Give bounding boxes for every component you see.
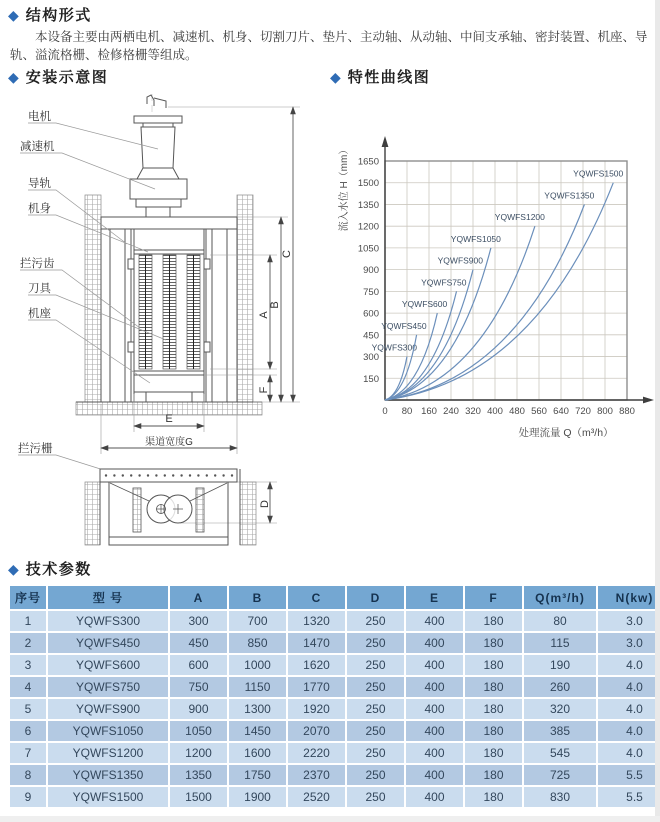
table-cell: 400: [406, 765, 463, 785]
table-cell: 250: [347, 743, 404, 763]
column-header: 型 号: [48, 586, 168, 609]
table-cell: 250: [347, 787, 404, 807]
table-cell: 400: [406, 721, 463, 741]
diamond-icon: ◆: [8, 6, 19, 23]
table-cell: 180: [465, 633, 522, 653]
table-cell: 600: [170, 655, 227, 675]
table-cell: 80: [524, 611, 596, 631]
curve-label: YQWFS450: [381, 320, 427, 331]
label-base: 机座: [28, 308, 51, 320]
x-tick-label: 640: [553, 406, 569, 417]
diamond-icon: ◆: [330, 68, 341, 85]
x-tick-label: 560: [531, 406, 547, 417]
table-cell: 385: [524, 721, 596, 741]
diamond-icon: ◆: [8, 560, 19, 577]
label-motor: 电机: [28, 111, 51, 123]
table-row: [10, 765, 660, 785]
x-tick-label: 720: [575, 406, 591, 417]
column-header: C: [288, 586, 345, 609]
x-tick-label: 880: [619, 406, 635, 417]
x-tick-label: 400: [487, 406, 503, 417]
table-cell: 250: [347, 655, 404, 675]
table-cell: 750: [170, 677, 227, 697]
dim-b: B: [269, 301, 281, 309]
table-cell: 2370: [288, 765, 345, 785]
table-cell: YQWFS450: [48, 633, 168, 653]
section-header-params: [8, 558, 92, 579]
section-header-install: [8, 66, 108, 87]
table-row: [10, 787, 660, 807]
table-cell: 1900: [229, 787, 286, 807]
label-reducer: 减速机: [20, 141, 55, 153]
table-cell: 400: [406, 743, 463, 763]
label-guide-rail: 导轨: [28, 178, 51, 190]
section-view: [85, 469, 256, 545]
install-diagram: [0, 92, 332, 554]
y-axis-title: 流入水位 H（mm）: [339, 144, 350, 232]
table-cell: 2: [10, 633, 46, 653]
x-tick-label: 0: [382, 406, 388, 417]
section-header-curves: [330, 66, 430, 87]
y-tick-label: 1050: [357, 243, 379, 255]
reducer-drawing: [130, 179, 187, 217]
table-cell: 1150: [229, 677, 286, 697]
curve-label: YQWFS900: [437, 255, 483, 266]
y-tick-label: 450: [363, 330, 379, 342]
column-header: E: [406, 586, 463, 609]
table-cell: 5.5: [598, 787, 660, 807]
header-row: [10, 586, 660, 609]
table-cell: 250: [347, 611, 404, 631]
table-cell: 1050: [170, 721, 227, 741]
section-title-curves: 特性曲线图: [347, 69, 431, 86]
table-cell: 180: [465, 655, 522, 675]
table-cell: 250: [347, 633, 404, 653]
dim-c: C: [281, 250, 293, 258]
dim-d: D: [259, 500, 271, 508]
part-labels: [18, 109, 55, 455]
curve-label: YQWFS1350: [544, 190, 595, 201]
params-table-body: [10, 611, 660, 807]
table-cell: YQWFS1350: [48, 765, 168, 785]
table-cell: 4.0: [598, 699, 660, 719]
table-cell: 250: [347, 765, 404, 785]
curve-label: YQWFS750: [421, 277, 467, 288]
x-axis-title: 处理流量 Q（m³/h）: [518, 427, 614, 439]
table-cell: 400: [406, 611, 463, 631]
x-tick-label: 240: [443, 406, 459, 417]
column-header: N(kw): [598, 586, 660, 609]
table-cell: 180: [465, 677, 522, 697]
table-cell: 250: [347, 721, 404, 741]
table-cell: YQWFS300: [48, 611, 168, 631]
table-cell: 3.0: [598, 611, 660, 631]
table-cell: 1770: [288, 677, 345, 697]
column-header: Q(m³/h): [524, 586, 596, 609]
label-trash-teeth: 拦污齿: [20, 258, 55, 270]
table-cell: 830: [524, 787, 596, 807]
table-cell: 1350: [170, 765, 227, 785]
y-tick-label: 1650: [357, 156, 379, 168]
y-tick-label: 600: [363, 308, 379, 320]
section-title-structure: 结构形式: [25, 7, 92, 24]
column-header: F: [465, 586, 522, 609]
table-cell: 8: [10, 765, 46, 785]
table-cell: 180: [465, 787, 522, 807]
table-cell: 900: [170, 699, 227, 719]
y-axis-arrow-icon: [382, 136, 389, 147]
structure-description: 本设备主要由两栖电机、减速机、机身、切割刀片、垫片、主动轴、从动轴、中间支承轴、密封装置、机座、导轨、溢流格栅、检修格栅等组成。: [10, 30, 648, 63]
table-cell: 4.0: [598, 721, 660, 741]
curve-label: YQWFS1050: [450, 233, 501, 244]
table-cell: 320: [524, 699, 596, 719]
table-cell: YQWFS600: [48, 655, 168, 675]
table-row: [10, 677, 660, 697]
table-cell: 700: [229, 611, 286, 631]
table-cell: 4.0: [598, 743, 660, 763]
column-header: D: [347, 586, 404, 609]
table-row: [10, 611, 660, 631]
y-tick-label: 150: [363, 373, 379, 385]
table-cell: 400: [406, 677, 463, 697]
dim-a: A: [258, 311, 270, 319]
table-cell: YQWFS900: [48, 699, 168, 719]
table-cell: 180: [465, 699, 522, 719]
table-row: [10, 699, 660, 719]
params-table: [8, 584, 660, 809]
section-title-install: 安装示意图: [25, 69, 109, 86]
table-cell: 400: [406, 787, 463, 807]
column-header: A: [170, 586, 227, 609]
table-cell: 2520: [288, 787, 345, 807]
x-tick-label: 320: [465, 406, 481, 417]
table-cell: 9: [10, 787, 46, 807]
table-cell: 180: [465, 743, 522, 763]
curve-label: YQWFS600: [401, 299, 448, 310]
x-tick-label: 800: [597, 406, 613, 417]
table-cell: 190: [524, 655, 596, 675]
y-tick-label: 750: [363, 286, 379, 298]
table-cell: YQWFS1500: [48, 787, 168, 807]
table-cell: YQWFS1050: [48, 721, 168, 741]
label-trash-rack: 拦污栅: [18, 443, 53, 455]
table-cell: 1300: [229, 699, 286, 719]
table-cell: 450: [170, 633, 227, 653]
curve-label: YQWFS1200: [494, 212, 545, 223]
x-tick-label: 160: [421, 406, 437, 417]
table-cell: 400: [406, 633, 463, 653]
dim-g-channel-width: 渠道宽度G: [145, 437, 193, 448]
table-cell: 400: [406, 655, 463, 675]
curve-label: YQWFS300: [371, 342, 417, 353]
table-cell: 1450: [229, 721, 286, 741]
table-cell: 1200: [170, 743, 227, 763]
table-cell: 2070: [288, 721, 345, 741]
y-tick-label: 300: [363, 352, 379, 364]
y-tick-label: 1350: [357, 199, 379, 211]
table-cell: 5: [10, 699, 46, 719]
table-cell: 7: [10, 743, 46, 763]
dim-e: E: [165, 413, 173, 425]
table-cell: 1000: [229, 655, 286, 675]
table-row: [10, 633, 660, 653]
table-cell: 1600: [229, 743, 286, 763]
table-cell: 850: [229, 633, 286, 653]
table-cell: 115: [524, 633, 596, 653]
table-cell: 180: [465, 721, 522, 741]
table-cell: 1620: [288, 655, 345, 675]
page-edge-bottom: [0, 816, 660, 822]
table-cell: 400: [406, 699, 463, 719]
table-cell: 4: [10, 677, 46, 697]
label-body: 机身: [28, 203, 51, 215]
y-tick-label: 900: [363, 265, 379, 277]
table-cell: 1750: [229, 765, 286, 785]
table-cell: 180: [465, 611, 522, 631]
cutter-stacks: [139, 255, 200, 369]
table-cell: 3: [10, 655, 46, 675]
table-cell: 1920: [288, 699, 345, 719]
table-row: [10, 721, 660, 741]
y-tick-label: 1200: [357, 221, 379, 233]
section-header-structure: [8, 4, 92, 25]
table-cell: 4.0: [598, 677, 660, 697]
table-cell: 1320: [288, 611, 345, 631]
motor-drawing: [134, 95, 182, 179]
table-row: [10, 655, 660, 675]
params-table-head: [10, 586, 660, 609]
table-cell: 4.0: [598, 655, 660, 675]
x-tick-label: 480: [509, 406, 525, 417]
column-header: 序号: [10, 586, 46, 609]
table-cell: 545: [524, 743, 596, 763]
table-cell: 1500: [170, 787, 227, 807]
table-row: [10, 743, 660, 763]
table-cell: YQWFS1200: [48, 743, 168, 763]
table-cell: YQWFS750: [48, 677, 168, 697]
diamond-icon: ◆: [8, 68, 19, 85]
table-cell: 2220: [288, 743, 345, 763]
table-cell: 1470: [288, 633, 345, 653]
section-title-params: 技术参数: [25, 561, 92, 578]
table-cell: 5.5: [598, 765, 660, 785]
x-axis-arrow-icon: [643, 397, 654, 404]
x-tick-label: 80: [401, 406, 413, 417]
table-cell: 725: [524, 765, 596, 785]
table-cell: 300: [170, 611, 227, 631]
table-cell: 260: [524, 677, 596, 697]
dim-f: F: [258, 386, 270, 394]
table-cell: 250: [347, 699, 404, 719]
curve-label: YQWFS1500: [573, 168, 624, 179]
label-cutter: 刀具: [28, 283, 51, 295]
table-cell: 3.0: [598, 633, 660, 653]
table-cell: 6: [10, 721, 46, 741]
page-edge-right: [655, 0, 660, 822]
table-cell: 180: [465, 765, 522, 785]
characteristic-curve-chart: [334, 106, 660, 454]
table-cell: 250: [347, 677, 404, 697]
table-cell: 1: [10, 611, 46, 631]
column-header: B: [229, 586, 286, 609]
y-tick-label: 1500: [357, 178, 379, 190]
